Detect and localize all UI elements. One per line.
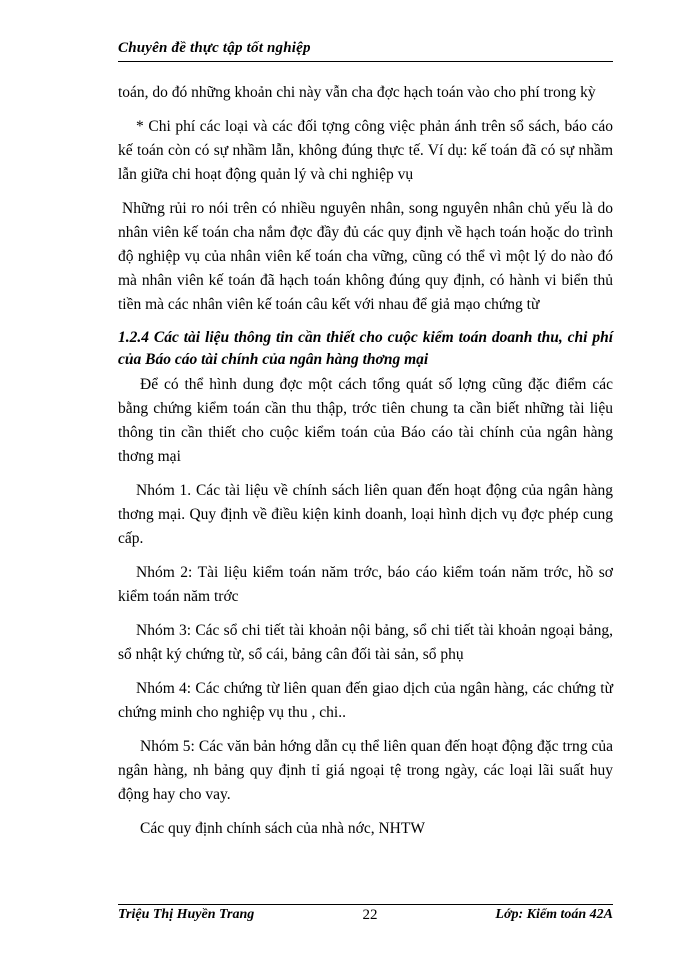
running-header: Chuyên đề thực tập tốt nghiệp [118, 40, 311, 56]
paragraph-3: Những rủi ro nói trên có nhiều nguyên nhân, song nguyên nhân chủ yếu là do nhân viên kế toán cha nắm đợc đầy đủ các quy định về hạch toán hoặc do trình độ nghiệp vụ của nhân viên kế toán cha vững, cũng có thể vì một lý do nào đó mà nhân viên kế toán đã hạch toán không đúng quy định, có hành vi biển thủ tiền mà các nhân viên kế toán câu kết với nhau để giả mạo chứng từ [118, 200, 613, 313]
page-number: 22 [362, 907, 378, 923]
footer-author: Triệu Thị Huyền Trang [118, 907, 255, 922]
paragraph-2: * Chi phí các loại và các đối tợng công việc phản ánh trên sổ sách, báo cáo kế toán còn có sự nhầm lẫn, không đúng thực tế. Ví dụ: kế toán đã có sự nhầm lẫn giữa chi hoạt động quản lý và chi nghiệp vụ [118, 118, 613, 183]
paragraph-group-3: Nhóm 3: Các sổ chi tiết tài khoản nội bảng, sổ chi tiết tài khoản ngoại bảng, sổ nhật ký chứng từ, sổ cái, bảng cân đối tài sản, sổ phụ [118, 622, 613, 663]
paragraph-group-4: Nhóm 4: Các chứng từ liên quan đến giao dịch của ngân hàng, các chứng từ chứng minh cho nghiệp vụ thu , chi.. [118, 680, 613, 721]
document-body [118, 81, 613, 851]
paragraph-4: Để có thể hình dung đợc một cách tổng quát số lợng cũng đặc điểm các bằng chứng kiểm toán cần thu thập, trớc tiên chung ta cần biết những tài liệu thông tin cần thiết cho cuộc kiểm toán của Báo cáo tài chính của ngân hàng thơng mại [118, 376, 613, 465]
header-rule [118, 61, 613, 62]
section-heading: 1.2.4 Các tài liệu thông tin cần thiết cho cuộc kiểm toán doanh thu, chi phí của Báo cáo tài chính của ngân hàng thơng mại [118, 329, 613, 368]
paragraph-group-2: Nhóm 2: Tài liệu kiểm toán năm trớc, báo cáo kiểm toán năm trớc, hồ sơ kiểm toán năm trớc [118, 564, 613, 605]
paragraph-regulations: Các quy định chính sách của nhà nớc, NHTW [140, 820, 425, 837]
paragraph-1: toán, do đó những khoản chi này vẫn cha đợc hạch toán vào cho phí trong kỳ [118, 84, 596, 101]
paragraph-group-5: Nhóm 5: Các văn bản hớng dẫn cụ thể liên quan đến hoạt động đặc trng của ngân hàng, nh bảng quy định tỉ giá ngoại tệ trong ngày, các loại lãi suất huy động hay cho vay. [118, 738, 613, 803]
footer-class: Lớp: Kiểm toán 42A [495, 907, 613, 922]
paragraph-group-1: Nhóm 1. Các tài liệu về chính sách liên quan đến hoạt động của ngân hàng thơng mại. Quy định về điều kiện kinh doanh, loại hình dịch vụ đợc phép cung cấp. [118, 482, 613, 547]
footer-rule [118, 904, 613, 905]
